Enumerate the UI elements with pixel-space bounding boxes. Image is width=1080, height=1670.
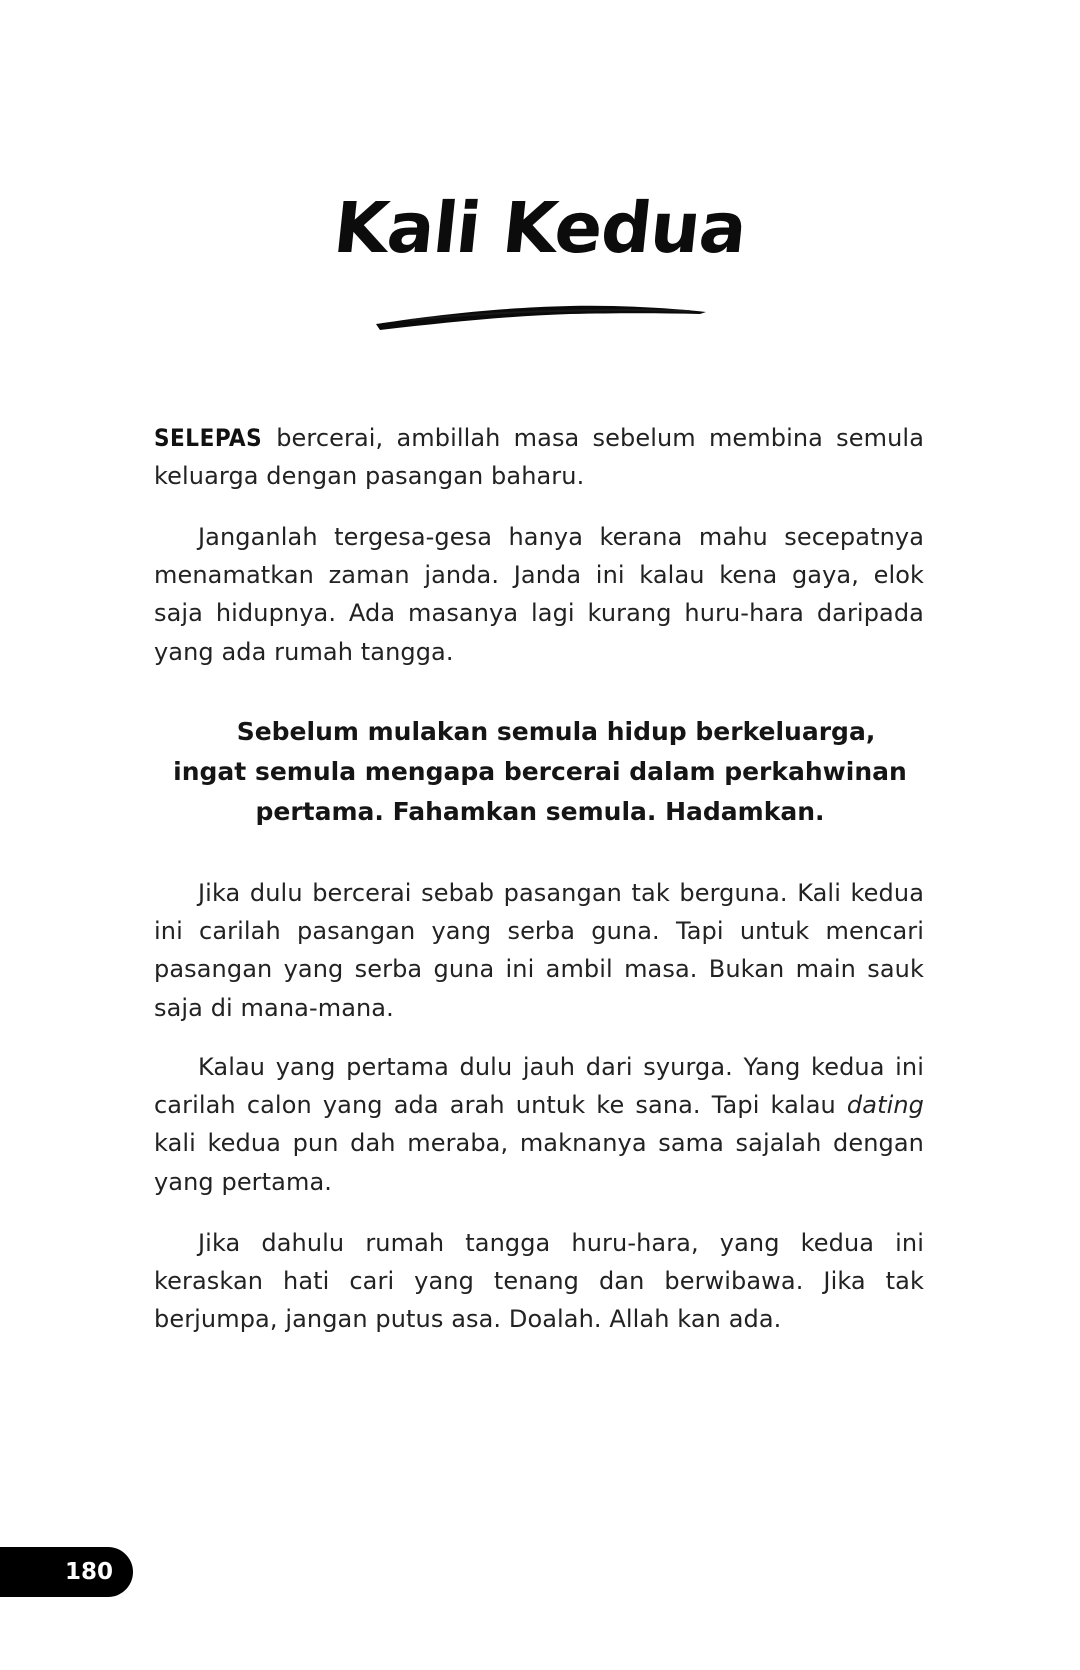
paragraph-4-text-b: kali kedua pun dah meraba, maknanya sama sajalah dengan yang pertama. — [154, 1129, 924, 1196]
paragraph-5-text: Jika dahulu rumah tangga huru-hara, yang kedua ini keraskan hati cari yang tenang dan berwibawa. Jika tak berjumpa, jangan putus asa. Doalah. Allah kan ada. — [154, 1229, 924, 1334]
pull-quote — [150, 712, 930, 832]
lead-word: SELEPAS — [154, 424, 263, 452]
quote-line-2: ingat semula mengapa bercerai dalam perkahwinan — [173, 757, 907, 786]
paragraph-4-italic: dating — [846, 1091, 924, 1120]
paragraph-2 — [154, 518, 924, 671]
paragraph-4-text-a: Kalau yang pertama dulu jauh dari syurga. Yang kedua ini carilah calon yang ada arah untuk ke sana. Tapi kalau — [154, 1053, 924, 1120]
intro-paragraph — [154, 419, 924, 495]
page-number-tab — [0, 1547, 133, 1597]
paragraph-4 — [154, 1048, 924, 1201]
chapter-title: Kali Kedua — [329, 187, 751, 269]
paragraph-3-text: Jika dulu bercerai sebab pasangan tak berguna. Kali kedua ini carilah pasangan yang serba guna. Tapi untuk mencari pasangan yang serba guna ini ambil masa. Bukan main sauk saja di mana-mana. — [154, 879, 924, 1022]
page-number: 180 — [64, 1559, 113, 1585]
paragraph-5 — [154, 1224, 924, 1339]
paragraph-2-text: Janganlah tergesa-gesa hanya kerana mahu secepatnya menamatkan zaman janda. Janda ini kalau kena gaya, elok saja hidupnya. Ada masanya lagi kurang huru-hara daripada yang ada rumah tangga. — [154, 523, 924, 666]
quote-line-3: pertama. Fahamkan semula. Hadamkan. — [255, 797, 825, 826]
brush-stroke-divider — [370, 294, 710, 334]
quote-line-1: Sebelum mulakan semula hidup berkeluarga, — [236, 717, 876, 746]
intro-text: bercerai, ambillah masa sebelum membina semula keluarga dengan pasangan baharu. — [154, 424, 924, 491]
paragraph-3 — [154, 874, 924, 1027]
